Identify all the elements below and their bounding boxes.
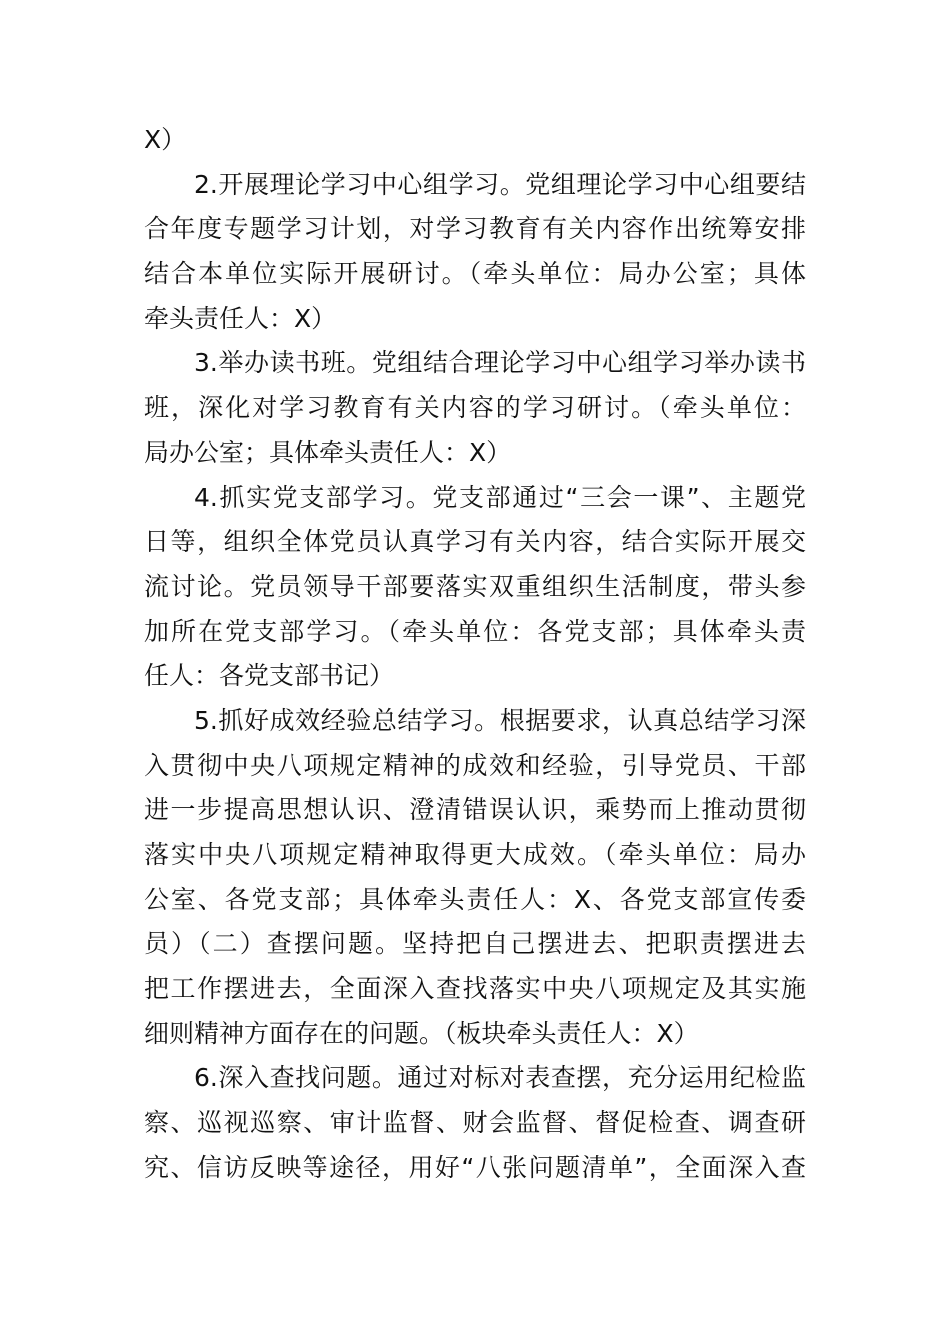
paragraph-line: 进一步提高思想认识、澄清错误认识，乘势而上推动贯彻: [144, 795, 806, 825]
paragraph-line: 入贯彻中央八项规定精神的成效和经验，引导党员、干部: [144, 750, 806, 780]
paragraph-line: 把工作摆进去，全面深入查找落实中央八项规定及其实施: [144, 974, 806, 1004]
paragraph-line: 合年度专题学习计划，对学习教育有关内容作出统筹安排: [144, 214, 806, 244]
paragraph-line: 察、巡视巡察、审计监督、财会监督、督促检查、调查研: [144, 1108, 806, 1138]
paragraph-line: 任人：各党支部书记）: [144, 661, 395, 691]
paragraph-line: 公室、各党支部；具体牵头责任人：X、各党支部宣传委: [144, 884, 806, 914]
paragraph-line: 加所在党支部学习。（牵头单位：各党支部；具体牵头责: [144, 616, 806, 646]
paragraph-line: 日等，组织全体党员认真学习有关内容，结合实际开展交: [144, 527, 806, 557]
paragraph-line: 落实中央八项规定精神取得更大成效。（牵头单位：局办: [144, 840, 806, 869]
paragraph-line: 员）（二）查摆问题。坚持把自己摆进去、把职责摆进去: [144, 929, 806, 959]
paragraph-line: 5.抓好成效经验总结学习。根据要求，认真总结学习深: [194, 705, 806, 735]
paragraph-line: 局办公室；具体牵头责任人：X）: [144, 437, 512, 467]
paragraph-line: 结合本单位实际开展研讨。（牵头单位：局办公室；具体: [144, 259, 806, 289]
paragraph-line: 细则精神方面存在的问题。（板块牵头责任人：X）: [144, 1018, 699, 1048]
paragraph-line: 2.开展理论学习中心组学习。党组理论学习中心组要结: [194, 169, 806, 199]
document-body: [144, 118, 806, 1191]
paragraph-line: 流讨论。党员领导干部要落实双重组织生活制度，带头参: [144, 571, 806, 601]
paragraph-line: X）: [144, 125, 187, 154]
paragraph-line: 6.深入查找问题。通过对标对表查摆，充分运用纪检监: [194, 1063, 806, 1093]
paragraph-line: 3.举办读书班。党组结合理论学习中心组学习举办读书: [194, 348, 806, 378]
paragraph-line: 4.抓实党支部学习。党支部通过“三会一课”、主题党: [194, 482, 806, 512]
paragraph-line: 究、信访反映等途径，用好“八张问题清单”，全面深入查: [144, 1152, 806, 1182]
paragraph-line: 牵头责任人：X）: [144, 303, 337, 333]
paragraph-line: 班，深化对学习教育有关内容的学习研讨。（牵头单位：: [144, 393, 806, 423]
